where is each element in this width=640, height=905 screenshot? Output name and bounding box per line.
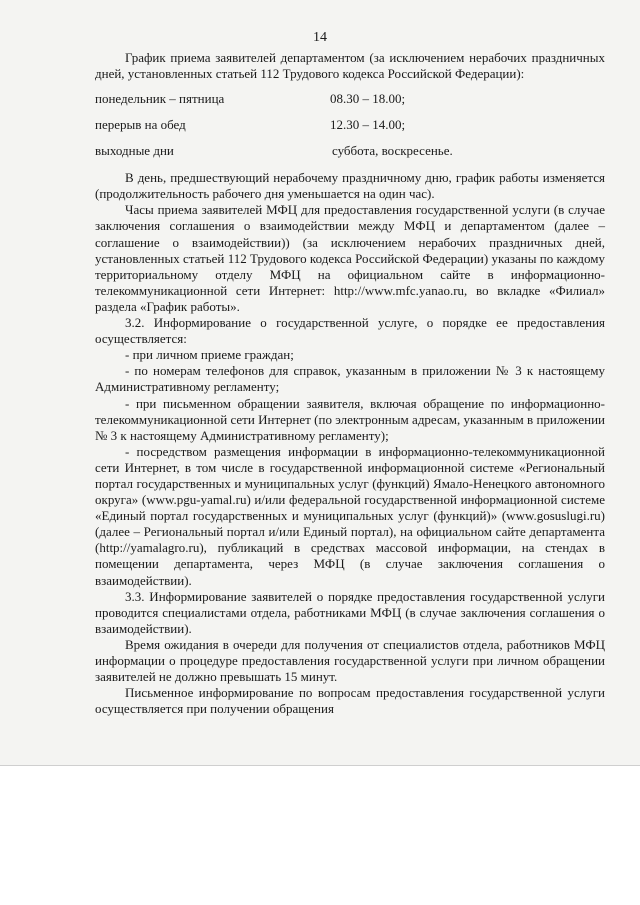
schedule-table xyxy=(95,86,605,164)
list-item: - посредством размещения информации в информационно-телекоммуникационной сети Интернет, в том числе в государственной информационной системе «Региональный портал государственных и муниципальных услуг (функций) Ямало-Ненецкого автономного округа» (www.pgu-yamal.ru) и/или федеральной государственной информационной системе «Единый портал государственных и муниципальных услуг (функций)» (www.gosuslugi.ru) (далее – Региональный портал и/или Единый портал), на официальном сайте департамента (http://yamalagro.ru), публикаций в средствах массовой информации, на стендах в помещении департамента, через МФЦ (в случае заключения соглашения о взаимодействии). xyxy=(95,443,605,588)
schedule-day: выходные дни xyxy=(95,143,174,159)
schedule-time: 08.30 – 18.00; xyxy=(330,91,406,107)
schedule-time: суббота, воскресенье. xyxy=(332,143,453,159)
list-item: - при письменном обращении заявителя, включая обращение по информационно-телекоммуникационной сети Интернет (по электронным адресам, указанным в приложении № 3 к настоящему Административному регламенту); xyxy=(95,395,605,443)
paragraph-waiting-time: Время ожидания в очереди для получения от специалистов отдела, работников МФЦ информации о процедуре предоставления государственной услуги при личном обращении заявителей не должно превышать 15 минут. xyxy=(95,636,605,685)
schedule-row xyxy=(95,138,605,164)
document-body xyxy=(95,50,605,717)
schedule-day: перерыв на обед xyxy=(95,117,186,133)
schedule-time: 12.30 – 14.00; xyxy=(330,117,406,133)
schedule-row xyxy=(95,112,605,138)
page-number: 14 xyxy=(313,30,327,45)
schedule-day: понедельник – пятница xyxy=(95,91,225,107)
schedule-intro: График приема заявителей департаментом (за исключением нерабочих праздничных дней, установленных статьей 112 Трудового кодекса Российской Федерации): xyxy=(95,50,605,82)
list-item: - при личном приеме граждан; xyxy=(125,347,294,363)
paragraph-mfc-hours: Часы приема заявителей МФЦ для предоставления государственной услуги (в случае заключения соглашения о взаимодействии между МФЦ и департаментом (далее – соглашение о взаимодействии)) (за исключением нерабочих праздничных дней, установленных статьей 112 Трудового кодекса Российской Федерации) указаны по каждому территориальному отделу МФЦ на официальном сайте в информационно-телекоммуникационной сети Интернет: http://www.mfc.yanao.ru, во вкладке «Филиал» раздела «График работы». xyxy=(95,202,605,314)
paragraph-pre-holiday: В день, предшествующий нерабочему праздничному дню, график работы изменяется (продолжительность рабочего дня уменьшается на один час). xyxy=(95,170,605,202)
paragraph-written-info: Письменное информирование по вопросам предоставления государственной услуги осуществляется при получении обращения xyxy=(95,685,605,717)
list-item: - по номерам телефонов для справок, указанным в приложении № 3 к настоящему Административному регламенту; xyxy=(95,363,605,395)
section-3-2: 3.2. Информирование о государственной услуге, о порядке ее предоставления осуществляется: xyxy=(95,315,605,347)
section-3-3: 3.3. Информирование заявителей о порядке предоставления государственной услуги проводится специалистами отдела, работниками МФЦ (в случае заключения соглашения о взаимодействии). xyxy=(95,588,605,636)
schedule-row xyxy=(95,86,605,112)
